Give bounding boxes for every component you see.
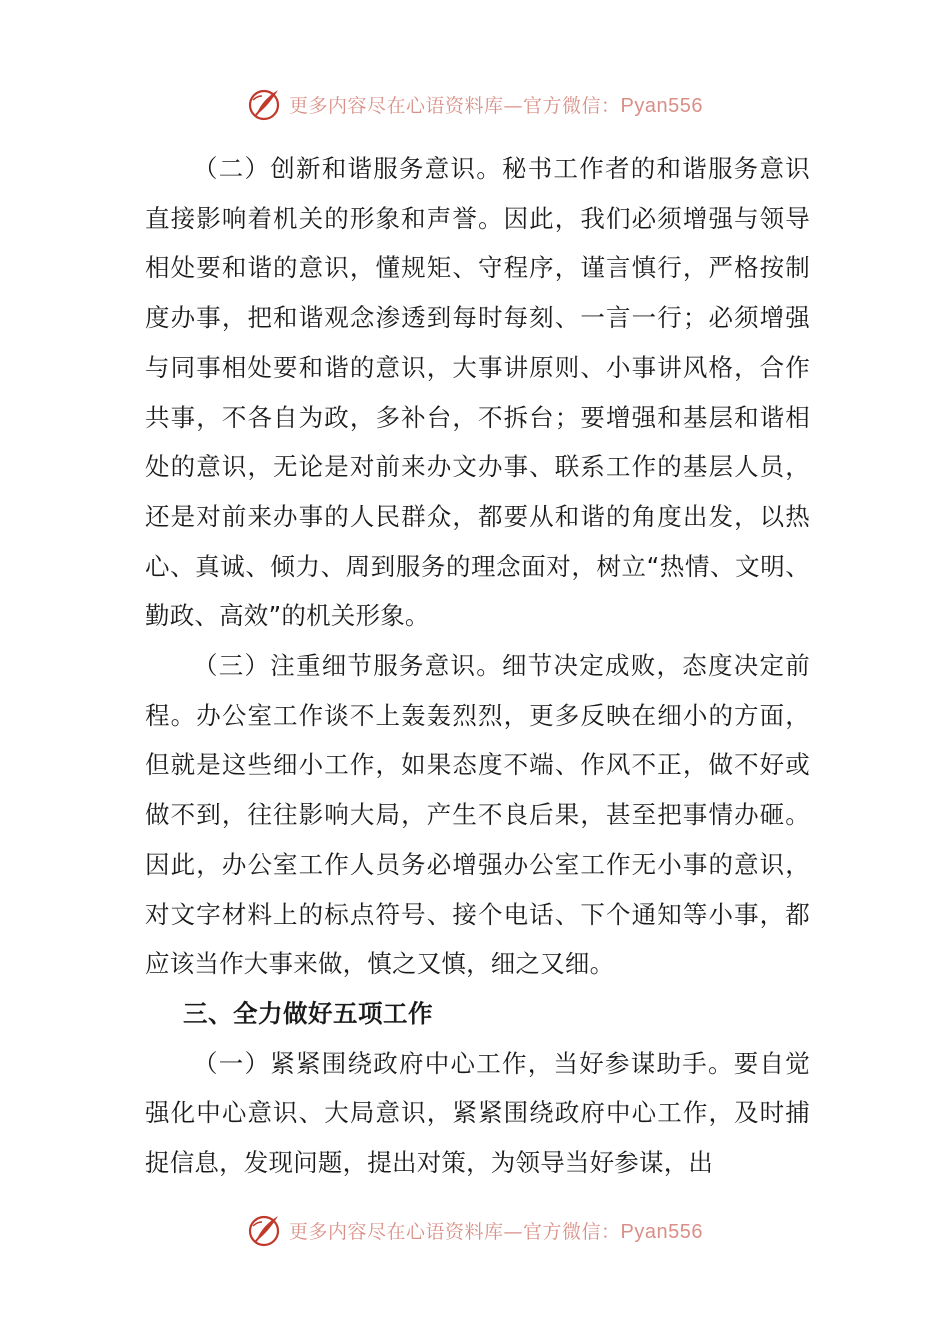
watermark-text: 更多内容尽在心语资料库—官方微信：Pyan556 — [289, 1220, 703, 1243]
document-body — [145, 144, 810, 1188]
paragraph-detail-service: （三）注重细节服务意识。细节决定成败，态度决定前程。办公室工作谈不上轰轰烈烈，更多反映在细小的方面，但就是这些细小工作，如果态度不端、作风不正，做不好或做不到，往往影响大局，产生不良后果，甚至把事情办砸。因此，办公室工作人员务必增强办公室工作无小事的意识，对文字材料上的标点符号、接个电话、下个通知等小事，都应该当作大事来做，慎之又慎，细之又细。 — [145, 651, 810, 979]
feather-pen-logo-icon — [247, 1212, 283, 1248]
watermark-header — [0, 82, 950, 126]
feather-pen-logo-icon — [247, 86, 283, 122]
paragraph-harmony-service: （二）创新和谐服务意识。秘书工作者的和谐服务意识直接影响着机关的形象和声誉。因此，我们必须增强与领导相处要和谐的意识，懂规矩、守程序，谨言慎行，严格按制度办事，把和谐观念渗透到每时每刻、一言一行；必须增强与同事相处要和谐的意识，大事讲原则、小事讲风格，合作共事，不各自为政，多补台，不拆台；要增强和基层和谐相处的意识，无论是对前来办文办事、联系工作的基层人员，还是对前来办事的人民群众，都要从和谐的角度出发，以热心、真诚、倾力、周到服务的理念面对，树立“热情、文明、勤政、高效”的机关形象。 — [145, 154, 810, 631]
section-heading: 三、全力做好五项工作 — [183, 998, 433, 1028]
watermark-footer — [0, 1208, 950, 1252]
paragraph-center-work: （一）紧紧围绕政府中心工作，当好参谋助手。要自觉强化中心意识、大局意识，紧紧围绕政府中心工作，及时捕捉信息，发现问题，提出对策，为领导当好参谋，出 — [145, 1048, 810, 1178]
watermark-text: 更多内容尽在心语资料库—官方微信：Pyan556 — [289, 94, 703, 117]
